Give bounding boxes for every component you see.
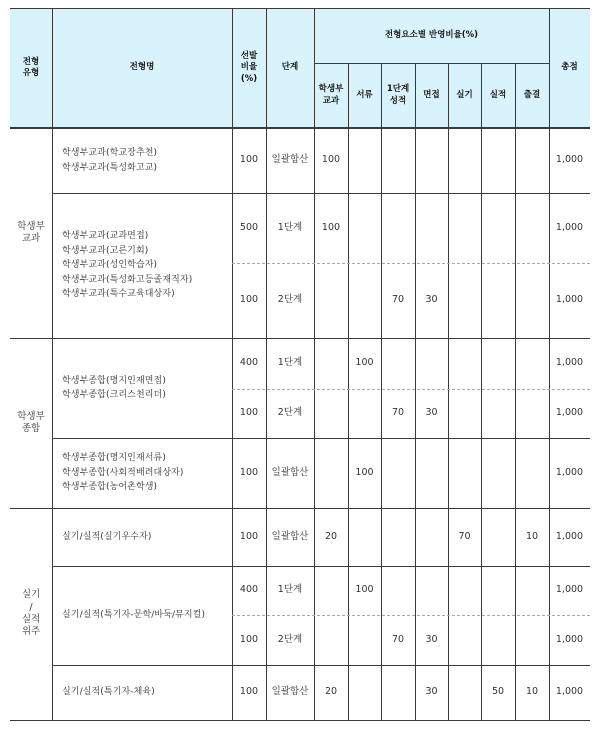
total-score: 1,000 (555, 407, 584, 419)
stage: 일괄합산 (271, 530, 309, 542)
element-ratio (515, 193, 549, 263)
admission-name: 실기/실적(실기우수자) (62, 531, 152, 542)
admission-name: 학생부종합(사회적배려대상자) (62, 467, 184, 478)
type-group-label: 학생부 종합 (17, 410, 45, 434)
admission-ratio-table (10, 8, 590, 720)
header-column-line (549, 8, 550, 128)
admission-name-list (62, 338, 230, 438)
selection-ratio: 100 (239, 530, 259, 542)
element-ratio (448, 338, 481, 389)
selection-ratio: 500 (239, 221, 259, 233)
element-ratio: 100 (321, 154, 341, 166)
element-ratio (515, 128, 549, 193)
stage: 2단계 (277, 633, 303, 645)
element-ratio (348, 615, 381, 665)
element-ratio (314, 615, 348, 665)
table-top-border (10, 8, 590, 9)
element-ratio (415, 508, 448, 566)
header-element-student-record: 학생부 교과 (318, 84, 344, 106)
total-score: 1,000 (555, 530, 584, 542)
header-element-interview: 면접 (423, 89, 440, 100)
header-element-column-line (415, 63, 416, 128)
total-score: 1,000 (555, 294, 584, 306)
admission-name-list (62, 566, 230, 665)
element-ratio (381, 665, 415, 720)
selection-ratio: 100 (239, 633, 259, 645)
stage: 일괄합산 (271, 154, 309, 166)
element-ratio (348, 389, 381, 438)
element-ratio: 30 (425, 633, 438, 645)
element-ratio (481, 566, 515, 615)
element-ratio (381, 508, 415, 566)
header-selection-ratio: 선발 비율 (%) (240, 51, 258, 84)
header-column-line (314, 8, 315, 128)
element-ratio: 10 (525, 686, 539, 698)
element-ratio: 100 (355, 357, 374, 369)
element-ratio (415, 438, 448, 508)
element-ratio (381, 566, 415, 615)
header-element-achievement: 실적 (489, 89, 507, 100)
element-ratio (481, 263, 515, 338)
element-ratio (448, 128, 481, 193)
header-element-column-line (348, 63, 349, 128)
selection-ratio: 100 (239, 407, 259, 419)
body-column-line (52, 128, 53, 720)
header-element-column-line (515, 63, 516, 128)
header-type-group: 전형 유형 (22, 56, 40, 78)
admission-name: 학생부교과(특성화고교) (62, 162, 158, 173)
admission-name: 학생부교과(고른기회) (62, 245, 149, 256)
total-score: 1,000 (555, 584, 584, 596)
element-ratio: 70 (391, 633, 405, 645)
element-ratio: 70 (391, 294, 405, 306)
total-score: 1,000 (555, 154, 584, 166)
admission-name-list (62, 128, 230, 193)
selection-ratio: 100 (239, 686, 259, 698)
element-ratio (314, 263, 348, 338)
element-ratio (481, 389, 515, 438)
element-ratio (481, 338, 515, 389)
stage: 1단계 (277, 221, 303, 233)
element-ratio (448, 263, 481, 338)
admission-name: 학생부교과(특성화고등졸재직자) (62, 274, 193, 285)
admission-name-list (62, 438, 230, 508)
element-ratio (515, 389, 549, 438)
element-ratio: 70 (458, 530, 471, 542)
admission-name: 실기/실적(특기자-체육) (62, 687, 155, 698)
stage: 1단계 (277, 584, 303, 596)
element-ratio (381, 128, 415, 193)
selection-ratio: 100 (239, 154, 259, 166)
element-ratio (448, 389, 481, 438)
header-column-line (232, 8, 233, 128)
header-element-attendance: 출결 (523, 89, 541, 100)
element-ratio (448, 615, 481, 665)
admission-name: 학생부교과(특수교육대상자) (62, 289, 175, 300)
element-ratio (415, 128, 448, 193)
header-column-line (52, 8, 53, 128)
total-score: 1,000 (555, 357, 584, 369)
element-ratio (515, 263, 549, 338)
admission-name: 학생부종합(명지인재면접) (62, 375, 166, 386)
total-score: 1,000 (555, 466, 584, 478)
element-ratio (314, 438, 348, 508)
total-score: 1,000 (555, 221, 584, 233)
admission-name: 학생부교과(학교장추천) (62, 148, 158, 158)
header-element-practical: 실기 (456, 89, 473, 100)
element-ratio: 30 (425, 686, 438, 698)
element-ratio (448, 566, 481, 615)
stage: 일괄합산 (271, 466, 309, 478)
admission-name-list (62, 508, 230, 566)
element-ratio (481, 615, 515, 665)
element-ratio: 100 (321, 221, 341, 233)
selection-ratio: 400 (239, 584, 259, 596)
total-score: 1,000 (555, 633, 584, 645)
element-ratio (348, 128, 381, 193)
element-ratio: 50 (491, 686, 505, 698)
element-ratio (415, 338, 448, 389)
header-element-ratio: 전형요소별 반영비율(%) (384, 29, 479, 40)
header-stage: 단계 (281, 62, 299, 73)
table-bottom-border (10, 720, 590, 721)
admission-name: 학생부교과(성인학습자) (62, 260, 158, 271)
element-ratio (415, 193, 448, 263)
stage: 1단계 (277, 357, 303, 369)
element-ratio (314, 566, 348, 615)
admission-name: 학생부종합(농어촌학생) (62, 482, 158, 493)
element-ratio (448, 665, 481, 720)
total-score: 1,000 (555, 686, 584, 698)
element-ratio (448, 438, 481, 508)
header-name: 전형명 (129, 62, 155, 73)
element-ratio: 70 (391, 407, 405, 419)
stage: 2단계 (277, 294, 303, 306)
element-ratio (515, 338, 549, 389)
selection-ratio: 100 (239, 466, 259, 478)
element-ratio: 20 (324, 530, 338, 542)
admission-name: 학생부교과(교과면접) (62, 231, 149, 242)
element-ratio (314, 338, 348, 389)
element-ratio (381, 438, 415, 508)
admission-name: 학생부종합(명지인재서류) (62, 453, 166, 464)
element-ratio (515, 566, 549, 615)
header-element-divider (314, 63, 549, 64)
admission-name-list (62, 193, 230, 338)
element-ratio (481, 508, 515, 566)
element-ratio: 10 (525, 530, 539, 542)
element-ratio (515, 438, 549, 508)
element-ratio: 20 (324, 686, 338, 698)
stage: 2단계 (277, 407, 303, 419)
element-ratio: 100 (355, 584, 374, 596)
type-group-label: 학생부 교과 (17, 220, 45, 244)
element-ratio (481, 128, 515, 193)
element-ratio (415, 566, 448, 615)
header-column-line (266, 8, 267, 128)
header-element-stage1-score: 1단계 성적 (386, 84, 410, 106)
element-ratio: 30 (425, 407, 438, 419)
element-ratio (481, 438, 515, 508)
type-group-label: 실기 / 실적 위주 (21, 589, 41, 638)
element-ratio (348, 193, 381, 263)
selection-ratio: 100 (239, 294, 259, 306)
element-ratio (381, 193, 415, 263)
header-total: 총점 (561, 62, 578, 73)
element-ratio: 100 (355, 466, 374, 478)
admission-name-list (62, 665, 230, 720)
element-ratio (515, 615, 549, 665)
admission-name: 실기/실적(특기자-문학/바둑/뮤지컬) (62, 610, 206, 621)
element-ratio (381, 338, 415, 389)
header-element-column-line (448, 63, 449, 128)
element-ratio (348, 263, 381, 338)
admission-name: 학생부종합(크리스천리더) (62, 390, 166, 400)
stage: 일괄합산 (271, 686, 309, 698)
element-ratio (348, 508, 381, 566)
selection-ratio: 400 (239, 357, 259, 369)
header-element-column-line (481, 63, 482, 128)
header-element-column-line (381, 63, 382, 128)
element-ratio (348, 665, 381, 720)
element-ratio (481, 193, 515, 263)
element-ratio (314, 389, 348, 438)
element-ratio: 30 (425, 294, 438, 306)
header-element-documents: 서류 (356, 89, 373, 100)
element-ratio (448, 193, 481, 263)
